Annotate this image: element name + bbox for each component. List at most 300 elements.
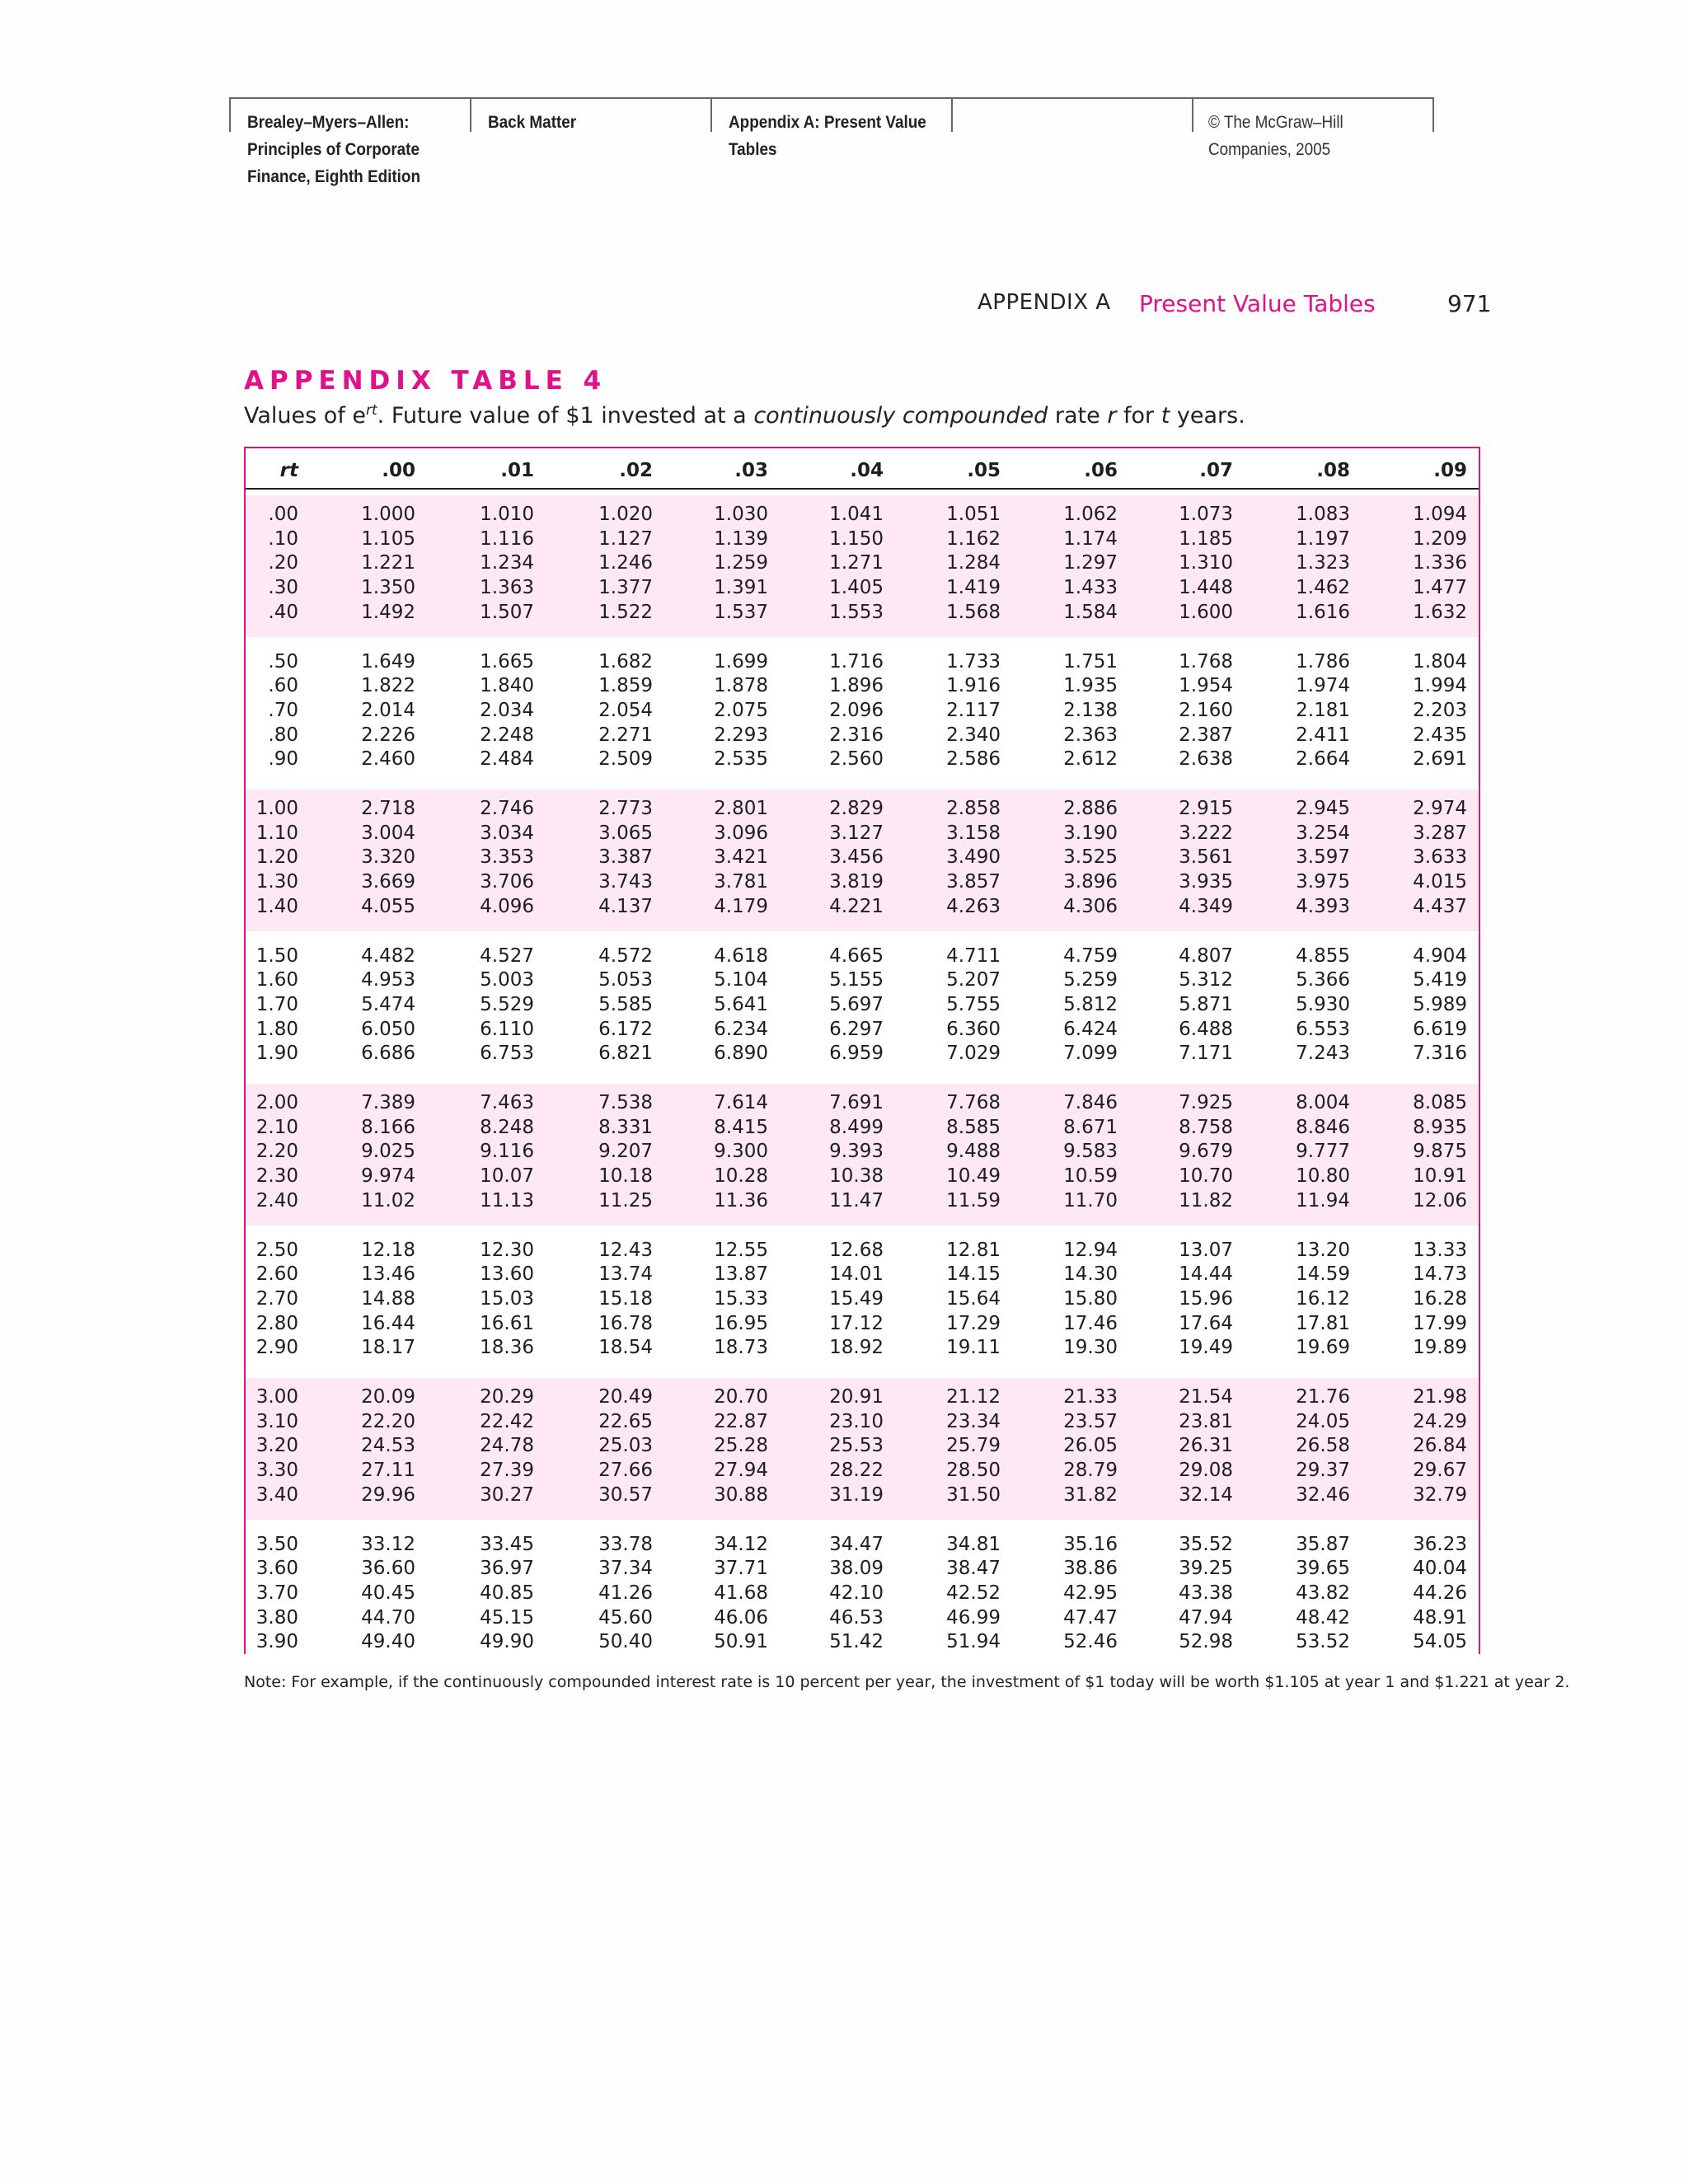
table-cell: 32.46 [1296,1483,1350,1506]
table-cell: 1.350 [361,577,415,599]
table-cell: 10.80 [1296,1165,1350,1188]
table-cell: 27.39 [480,1460,534,1482]
table-cell: 3.669 [361,871,415,893]
table-row [246,1018,1479,1043]
table-cell: 52.98 [1179,1631,1233,1653]
header-section-label: Back Matter [488,113,577,132]
row-label-rt: 3.40 [256,1483,298,1506]
table-cell: 31.19 [829,1483,884,1506]
table-cell: 12.30 [480,1239,534,1261]
row-label-rt: 2.70 [256,1287,298,1310]
table-cell: 1.073 [1179,504,1233,525]
table-cell: 12.68 [829,1239,884,1261]
table-cell: 4.437 [1413,895,1467,917]
table-cell: 14.15 [946,1263,1001,1286]
table-cell: 28.50 [946,1460,1001,1482]
table-cell: 4.855 [1296,944,1350,967]
table-cell: 10.49 [946,1165,1001,1188]
table-cell: 19.89 [1413,1337,1467,1359]
table-cell: 2.387 [1179,724,1233,746]
table-row [246,1287,1479,1312]
table-cell: 41.26 [598,1582,653,1604]
table-cell: 54.05 [1413,1631,1467,1653]
table-cell: 45.15 [480,1606,534,1629]
table-cell: 16.61 [480,1312,534,1334]
table-cell: 1.363 [480,577,534,599]
table-cell: 3.597 [1296,846,1350,869]
table-cell: 18.17 [361,1337,415,1359]
table-cell: 8.085 [1413,1092,1467,1113]
table-cell: 8.499 [829,1116,884,1138]
table-cell: 3.065 [598,822,653,844]
table-cell: 1.030 [714,504,768,525]
table-cell: 39.25 [1179,1558,1233,1580]
column-header: .09 [1433,460,1467,481]
header-copyright [1208,109,1343,163]
table-cell: 28.79 [1063,1460,1118,1482]
table-cell: 1.041 [829,504,884,525]
table-row [246,1385,1479,1410]
table-cell: 4.527 [480,944,534,967]
row-label-rt: 2.40 [256,1189,298,1212]
row-label-rt: 1.90 [256,1043,298,1065]
row-label-rt: 2.00 [256,1092,298,1113]
caption-pre: Values of e [244,403,367,429]
table-cell: 6.297 [829,1018,884,1040]
table-cell: 2.586 [946,748,1001,771]
caption-r: r [1107,403,1117,429]
column-header: .05 [967,460,1001,481]
table-cell: 27.66 [598,1460,653,1482]
header-book-line2: Principles of Corporate [247,140,420,159]
table-cell: 2.203 [1413,699,1467,721]
table-cell: 14.01 [829,1263,884,1286]
header-chapter-line2: Tables [729,140,777,159]
row-group [246,1378,1479,1520]
table-cell: 1.105 [361,527,415,550]
row-label-rt: 2.10 [256,1116,298,1138]
table-cell: 36.97 [480,1558,534,1580]
table-row [246,1189,1479,1214]
table-row [246,1312,1479,1337]
table-cell: 27.11 [361,1460,415,1482]
table-cell: 6.686 [361,1043,415,1065]
table-cell: 1.616 [1296,601,1350,623]
table-cell: 11.82 [1179,1189,1233,1212]
table-cell: 15.33 [714,1287,768,1310]
table-cell: 1.804 [1413,650,1467,673]
table-cell: 1.632 [1413,601,1467,623]
table-cell: 15.03 [480,1287,534,1310]
table-cell: 24.78 [480,1435,534,1457]
table-cell: 20.09 [361,1386,415,1408]
table-cell: 2.829 [829,798,884,819]
row-label-rt: .10 [268,527,298,550]
table-cell: 4.015 [1413,871,1467,893]
table-cell: 1.916 [946,675,1001,697]
table-cell: 3.456 [829,846,884,869]
table-cell: 24.53 [361,1435,415,1457]
table-cell: 3.857 [946,871,1001,893]
table-cell: 7.099 [1063,1043,1118,1065]
table-cell: 4.306 [1063,895,1118,917]
table-cell: 18.92 [829,1337,884,1359]
table-cell: 12.06 [1413,1189,1467,1212]
table-title: APPENDIX TABLE 4 [244,366,607,396]
table-cell: 2.435 [1413,724,1467,746]
table-cell: 5.871 [1179,993,1233,1015]
table-cell: 1.584 [1063,601,1118,623]
table-row [246,674,1479,699]
table-cell: 3.561 [1179,846,1233,869]
table-cell: 7.389 [361,1092,415,1113]
table-cell: 8.846 [1296,1116,1350,1138]
table-cell: 32.79 [1413,1483,1467,1506]
table-cell: 4.349 [1179,895,1233,917]
table-cell: 11.70 [1063,1189,1118,1212]
table-cell: 16.28 [1413,1287,1467,1310]
table-cell: 5.529 [480,993,534,1015]
table-cell: 1.377 [598,577,653,599]
row-label-rt: 3.20 [256,1435,298,1457]
table-cell: 5.104 [714,969,768,991]
table-row [246,846,1479,870]
table-cell: 1.682 [598,650,653,673]
table-cell: 7.171 [1179,1043,1233,1065]
table-cell: 49.90 [480,1631,534,1653]
table-cell: 1.185 [1179,527,1233,550]
table-cell: 9.875 [1413,1141,1467,1163]
table-cell: 7.691 [829,1092,884,1113]
table-cell: 6.050 [361,1018,415,1040]
table-cell: 6.553 [1296,1018,1350,1040]
table-cell: 11.02 [361,1189,415,1212]
table-row [246,1606,1479,1631]
table-cell: 1.405 [829,577,884,599]
table-cell: 15.49 [829,1287,884,1310]
table-row [246,576,1479,601]
row-label-rt: .70 [268,699,298,721]
table-cell: 27.94 [714,1460,768,1482]
table-cell: 3.819 [829,871,884,893]
table-cell: 4.711 [946,944,1001,967]
table-cell: 13.74 [598,1263,653,1286]
column-header: .07 [1199,460,1233,481]
table-row [246,724,1479,748]
table-header-row [246,448,1479,490]
table-row [246,870,1479,895]
table-cell: 1.649 [361,650,415,673]
table-cell: 3.421 [714,846,768,869]
table-cell: 14.88 [361,1287,415,1310]
table-cell: 6.424 [1063,1018,1118,1040]
row-group [246,790,1479,931]
table-cell: 11.94 [1296,1189,1350,1212]
table-cell: 7.538 [598,1092,653,1113]
table-cell: 14.59 [1296,1263,1350,1286]
table-cell: 26.05 [1063,1435,1118,1457]
table-cell: 11.47 [829,1189,884,1212]
header-box-empty [951,97,1192,132]
table-row [246,503,1479,527]
table-cell: 33.78 [598,1533,653,1555]
table-cell: 16.44 [361,1312,415,1334]
column-header: .08 [1316,460,1350,481]
table-cell: 14.73 [1413,1263,1467,1286]
table-cell: 5.419 [1413,969,1467,991]
table-cell: 1.127 [598,527,653,550]
row-label-rt: 1.50 [256,944,298,967]
table-cell: 1.083 [1296,504,1350,525]
table-cell: 1.000 [361,504,415,525]
table-cell: 2.460 [361,748,415,771]
table-cell: 31.50 [946,1483,1001,1506]
table-cell: 1.259 [714,552,768,574]
table-cell: 2.858 [946,798,1001,819]
column-header: .02 [619,460,653,481]
table-cell: 23.34 [946,1410,1001,1432]
table-row [246,895,1479,920]
table-cell: 1.994 [1413,675,1467,697]
table-cell: 1.010 [480,504,534,525]
table-cell: 29.08 [1179,1460,1233,1482]
table-cell: 46.06 [714,1606,768,1629]
table-cell: 18.73 [714,1337,768,1359]
table-cell: 38.47 [946,1558,1001,1580]
header-book-title [247,109,420,190]
table-cell: 1.507 [480,601,534,623]
table-cell: 28.22 [829,1460,884,1482]
table-cell: 5.989 [1413,993,1467,1015]
table-cell: 2.509 [598,748,653,771]
table-cell: 1.271 [829,552,884,574]
table-cell: 33.45 [480,1533,534,1555]
table-cell: 17.99 [1413,1312,1467,1334]
table-cell: 3.896 [1063,871,1118,893]
table-cell: 9.025 [361,1141,415,1163]
table-cell: 3.320 [361,846,415,869]
row-label-rt: 3.10 [256,1410,298,1432]
table-cell: 1.310 [1179,552,1233,574]
table-cell: 30.57 [598,1483,653,1506]
table-cell: 3.254 [1296,822,1350,844]
table-cell: 2.746 [480,798,534,819]
table-cell: 2.034 [480,699,534,721]
table-cell: 1.878 [714,675,768,697]
table-cell: 4.807 [1179,944,1233,967]
table-cell: 25.79 [946,1435,1001,1457]
table-cell: 2.974 [1413,798,1467,819]
table-note: Note: For example, if the continuously compounded interest rate is 10 percent per year, the investment of $1 today will be worth $1.105 at year 1 and $1.221 at year 2. [244,1673,1570,1691]
table-cell: 1.448 [1179,577,1233,599]
table-cell: 6.753 [480,1043,534,1065]
table-cell: 1.954 [1179,675,1233,697]
table-cell: 5.930 [1296,993,1350,1015]
row-label-rt: 3.90 [256,1631,298,1653]
caption-mid3: for [1116,403,1161,429]
table-cell: 17.12 [829,1312,884,1334]
table-cell: 4.953 [361,969,415,991]
header-copyright-line2: Companies, 2005 [1208,140,1331,159]
table-cell: 2.612 [1063,748,1118,771]
table-cell: 3.127 [829,822,884,844]
table-cell: 3.353 [480,846,534,869]
table-cell: 15.18 [598,1287,653,1310]
table-row [246,1557,1479,1582]
row-label-rt: 1.10 [256,822,298,844]
row-label-rt: .40 [268,601,298,623]
table-cell: 13.87 [714,1263,768,1286]
table-cell: 7.925 [1179,1092,1233,1113]
table-cell: 12.18 [361,1239,415,1261]
table-cell: 4.665 [829,944,884,967]
table-cell: 4.096 [480,895,534,917]
table-cell: 18.54 [598,1337,653,1359]
table-cell: 1.665 [480,650,534,673]
table-cell: 2.271 [598,724,653,746]
row-label-rt: 3.60 [256,1558,298,1580]
table-cell: 5.312 [1179,969,1233,991]
table-cell: 16.12 [1296,1287,1350,1310]
table-cell: 41.68 [714,1582,768,1604]
table-cell: 38.86 [1063,1558,1118,1580]
row-label-rt: 1.40 [256,895,298,917]
table-cell: 1.162 [946,527,1001,550]
table-cell: 4.482 [361,944,415,967]
table-cell: 49.40 [361,1631,415,1653]
table-cell: 1.419 [946,577,1001,599]
table-cell: 42.10 [829,1582,884,1604]
table-cell: 50.40 [598,1631,653,1653]
row-label-rt: 1.80 [256,1018,298,1040]
table-cell: 2.096 [829,699,884,721]
table-cell: 42.52 [946,1582,1001,1604]
table-row [246,993,1479,1018]
table-cell: 2.248 [480,724,534,746]
row-label-rt: .80 [268,724,298,746]
table-cell: 51.42 [829,1631,884,1653]
table-cell: 2.293 [714,724,768,746]
table-cell: 9.393 [829,1141,884,1163]
table-cell: 5.585 [598,993,653,1015]
table-cell: 7.243 [1296,1043,1350,1065]
table-cell: 3.525 [1063,846,1118,869]
table-cell: 6.360 [946,1018,1001,1040]
table-cell: 6.619 [1413,1018,1467,1040]
table-row [246,1091,1479,1116]
table-cell: 4.179 [714,895,768,917]
table-cell: 37.34 [598,1558,653,1580]
column-header: .01 [500,460,534,481]
table-cell: 12.81 [946,1239,1001,1261]
row-label-rt: 2.90 [256,1337,298,1359]
table-cell: 16.95 [714,1312,768,1334]
table-row [246,1630,1479,1655]
table-cell: 12.55 [714,1239,768,1261]
row-label-rt: 3.00 [256,1386,298,1408]
table-cell: 5.755 [946,993,1001,1015]
table-cell: 2.718 [361,798,415,819]
table-cell: 13.20 [1296,1239,1350,1261]
table-cell: 4.618 [714,944,768,967]
table-cell: 31.82 [1063,1483,1118,1506]
table-cell: 4.137 [598,895,653,917]
table-cell: 1.716 [829,650,884,673]
table-cell: 1.336 [1413,552,1467,574]
table-cell: 6.890 [714,1043,768,1065]
table-cell: 40.45 [361,1582,415,1604]
table-cell: 47.47 [1063,1606,1118,1629]
table-cell: 13.33 [1413,1239,1467,1261]
table-cell: 10.59 [1063,1165,1118,1188]
table-cell: 7.316 [1413,1043,1467,1065]
table-cell: 46.99 [946,1606,1001,1629]
table-row [246,1165,1479,1189]
column-header: .06 [1084,460,1118,481]
table-cell: 8.671 [1063,1116,1118,1138]
table-cell: 8.935 [1413,1116,1467,1138]
table-cell: 1.297 [1063,552,1118,574]
table-cell: 22.42 [480,1410,534,1432]
table-cell: 3.935 [1179,871,1233,893]
table-cell: 24.29 [1413,1410,1467,1432]
table-cell: 20.29 [480,1386,534,1408]
table-cell: 2.638 [1179,748,1233,771]
table-cell: 1.391 [714,577,768,599]
table-cell: 1.974 [1296,675,1350,697]
table-cell: 25.28 [714,1435,768,1457]
row-label-rt: .00 [268,504,298,525]
table-row [246,1140,1479,1165]
table-row [246,822,1479,846]
header-book-line1: Brealey–Myers–Allen: [247,113,410,132]
table-cell: 11.59 [946,1189,1001,1212]
caption-mid1: . Future value of $1 invested at a [377,403,754,429]
table-cell: 8.331 [598,1116,653,1138]
row-group [246,643,1479,785]
table-cell: 1.699 [714,650,768,673]
table-cell: 10.18 [598,1165,653,1188]
table-cell: 6.234 [714,1018,768,1040]
row-label-rt: .30 [268,577,298,599]
table-cell: 40.04 [1413,1558,1467,1580]
table-cell: 34.12 [714,1533,768,1555]
table-cell: 3.190 [1063,822,1118,844]
table-cell: 2.535 [714,748,768,771]
table-cell: 21.98 [1413,1386,1467,1408]
table-cell: 2.915 [1179,798,1233,819]
table-cell: 10.70 [1179,1165,1233,1188]
table-cell: 15.64 [946,1287,1001,1310]
table-cell: 16.78 [598,1312,653,1334]
table-cell: 24.05 [1296,1410,1350,1432]
table-cell: 17.29 [946,1312,1001,1334]
caption-t: t [1160,403,1170,429]
header-copyright-line1: © The McGraw–Hill [1208,113,1343,132]
table-cell: 33.12 [361,1533,415,1555]
row-label-rt: 2.60 [256,1263,298,1286]
table-cell: 1.492 [361,601,415,623]
row-group [246,1084,1479,1226]
table-cell: 35.52 [1179,1533,1233,1555]
table-cell: 52.46 [1063,1631,1118,1653]
row-label-rt: 2.30 [256,1165,298,1188]
header-chapter-line1: Appendix A: Present Value [729,113,926,132]
row-label-rt: 2.50 [256,1239,298,1261]
table-cell: 9.488 [946,1141,1001,1163]
table-cell: 2.801 [714,798,768,819]
table-cell: 20.91 [829,1386,884,1408]
